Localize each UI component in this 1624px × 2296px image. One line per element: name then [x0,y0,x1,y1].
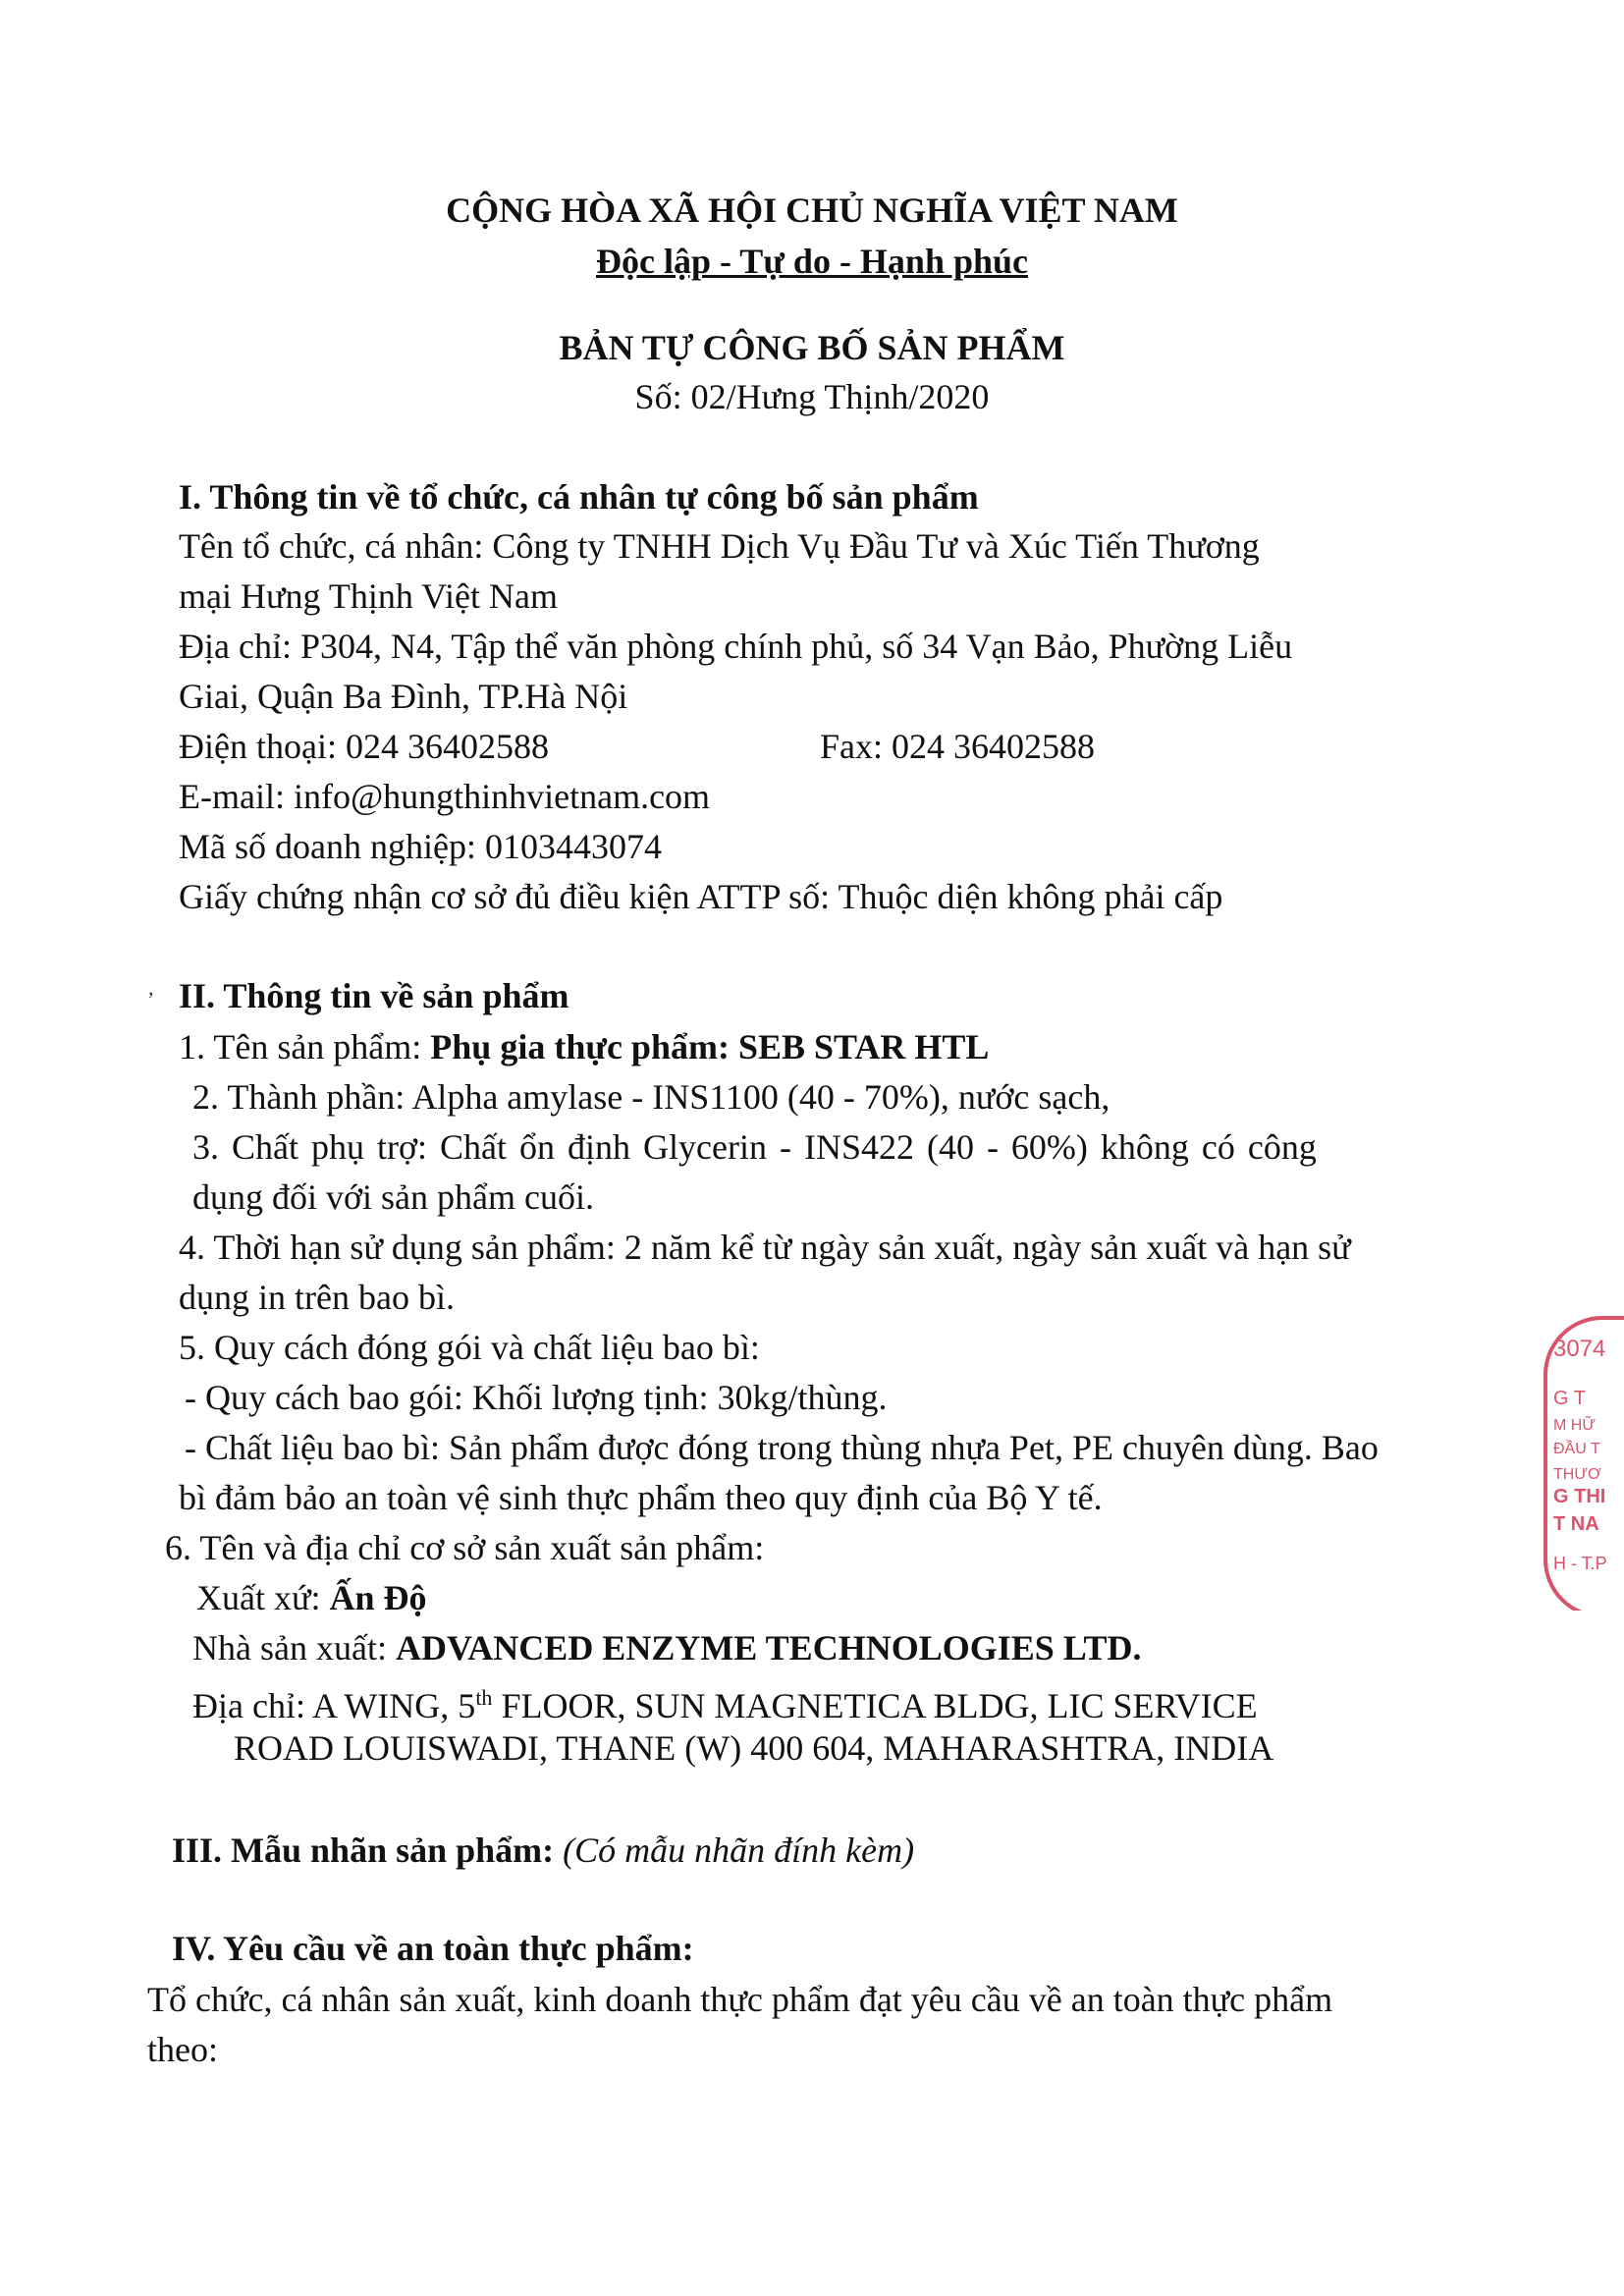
org-name-line2: mại Hưng Thịnh Việt Nam [179,576,558,616]
manufacturer-address-line1 [192,1674,1258,1729]
product-name-value: Phụ gia thực phẩm: SEB STAR HTL [430,1027,990,1066]
manufacturer [192,1624,1141,1671]
stamp-text-2: G T [1553,1388,1586,1409]
org-email: E-mail: info@hungthinhvietnam.com [179,777,711,816]
manufacturer-address-sup: th [475,1685,493,1710]
company-seal-stamp [1543,1316,1624,1611]
stamp-text-1: 3074 [1553,1336,1606,1362]
stamp-text-5: THƯƠ [1553,1466,1601,1483]
stamp-text-6: G THI [1553,1486,1606,1507]
org-tax-code: Mã số doanh nghiệp: 0103443074 [179,827,662,866]
manufacturer-address-line2: ROAD LOUISWADI, THANE (W) 400 604, MAHARASHTRA, INDIA [234,1728,1274,1768]
shelf-life-line2: dụng in trên bao bì. [179,1278,455,1317]
packaging-heading: 5. Quy cách đóng gói và chất liệu bao bì: [179,1328,760,1367]
shelf-life-line1: 4. Thời hạn sử dụng sản phẩm: 2 năm kể từ ngày sản xuất, ngày sản xuất và hạn sử [179,1228,1351,1267]
packaging-spec: - Quy cách bao gói: Khối lượng tịnh: 30kg/thùng. [185,1378,888,1417]
org-address-line2: Giai, Quận Ba Đình, TP.Hà Nội [179,677,628,716]
nation-title: CỘNG HÒA XÃ HỘI CHỦ NGHĨA VIỆT NAM [446,191,1178,230]
product-additives-line1: 3. Chất phụ trợ: Chất ổn định Glycerin - INS422 (40 - 60%) không có công [192,1127,1317,1167]
manufacturer-label: Nhà sản xuất: [192,1628,396,1667]
section4-body-line2: theo: [147,2030,218,2069]
org-name-line1: Tên tổ chức, cá nhân: Công ty TNHH Dịch Vụ Đầu Tư và Xúc Tiến Thương [179,526,1260,566]
section3-heading-text: III. Mẫu nhãn sản phẩm: [172,1831,564,1870]
stamp-text-4: ĐẦU T [1553,1441,1600,1457]
margin-tick-mark: ’ [147,987,155,1011]
section3-note: (Có mẫu nhãn đính kèm) [563,1831,915,1870]
manufacturer-value: ADVANCED ENZYME TECHNOLOGIES LTD. [395,1628,1142,1667]
origin-label: Xuất xứ: [196,1578,330,1617]
org-address-line1: Địa chỉ: P304, N4, Tập thể văn phòng chính phủ, số 34 Vạn Bảo, Phường Liễu [179,627,1293,666]
origin [196,1574,427,1621]
stamp-text-3: M HỮ [1553,1417,1596,1434]
motto-text: Độc lập - Tự do - Hạnh phúc [595,242,1029,281]
org-certificate: Giấy chứng nhận cơ sở đủ điều kiện ATTP số: Thuộc diện không phải cấp [179,877,1223,916]
motto [0,238,1624,285]
section4-heading: IV. Yêu cầu về an toàn thực phẩm: [172,1929,694,1968]
product-name [179,1023,989,1070]
manufacturer-address-pre: Địa chỉ: A WING, 5 [192,1686,476,1725]
manufacturer-address-post: FLOOR, SUN MAGNETICA BLDG, LIC SERVICE [492,1686,1258,1725]
origin-value: Ấn Độ [329,1578,427,1617]
product-ingredients: 2. Thành phần: Alpha amylase - INS1100 (40 - 70%), nước sạch, [192,1077,1110,1117]
product-name-label: 1. Tên sản phẩm: [179,1027,431,1066]
section4-body-line1: Tổ chức, cá nhân sản xuất, kinh doanh thực phẩm đạt yêu cầu về an toàn thực phẩm [147,1980,1333,2019]
stamp-text-8: H - T.P [1553,1554,1607,1573]
packaging-material-line2: bì đảm bảo an toàn vệ sinh thực phẩm theo quy định của Bộ Y tế. [179,1478,1103,1517]
manufacturer-heading: 6. Tên và địa chỉ cơ sở sản xuất sản phẩm: [165,1528,765,1567]
product-additives-line2: dụng đối với sản phẩm cuối. [192,1177,594,1217]
document-number: Số: 02/Hưng Thịnh/2020 [634,377,990,416]
section2-heading: II. Thông tin về sản phẩm [179,976,569,1015]
stamp-text-7: T NA [1553,1513,1599,1535]
section3-heading [172,1827,914,1874]
section1-heading: I. Thông tin về tổ chức, cá nhân tự công bố sản phẩm [179,477,979,517]
packaging-material-line1: - Chất liệu bao bì: Sản phẩm được đóng trong thùng nhựa Pet, PE chuyên dùng. Bao [185,1428,1379,1467]
org-phone: Điện thoại: 024 36402588 [179,727,549,766]
org-fax: Fax: 024 36402588 [820,727,1096,766]
document-title: BẢN TỰ CÔNG BỐ SẢN PHẨM [559,328,1065,367]
